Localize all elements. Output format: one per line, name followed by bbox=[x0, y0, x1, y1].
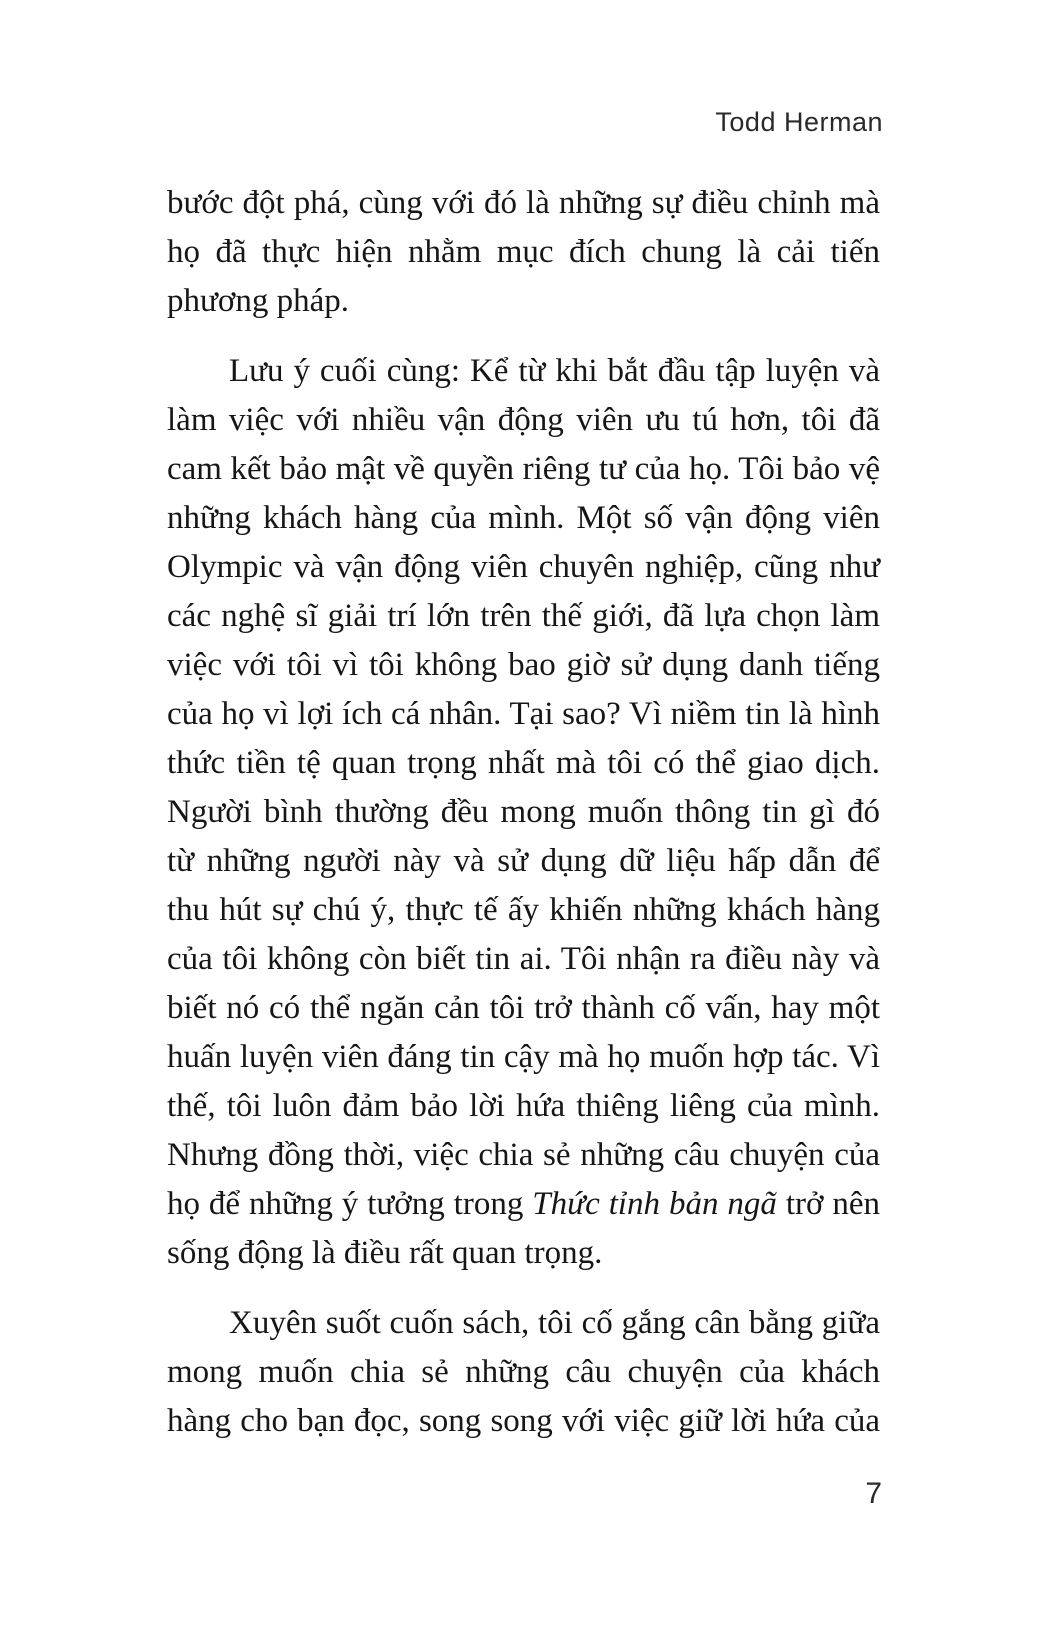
text-segment: trở nên sống động là điều rất quan trọng. bbox=[167, 1186, 880, 1271]
paragraph bbox=[167, 179, 880, 326]
text-segment: Lưu ý cuối cùng: Kể từ khi bắt đầu tập luyện và làm việc với nhiều vận động viên ưu tú hơn, tôi đã cam kết bảo mật về quyền riêng tư của họ. Tôi bảo vệ những khách hàng của mình. Một số vận động viên Olympic và vận động viên chuyên nghiệp, cũng như các nghệ sĩ giải trí lớn trên thế giới, đã lựa chọn làm việc với tôi vì tôi không bao giờ sử dụng danh tiếng của họ vì lợi ích cá nhân. Tại sao? Vì niềm tin là hình thức tiền tệ quan trọng nhất mà tôi có thể giao dịch. Người bình thường đều mong muốn thông tin gì đó từ những người này và sử dụng dữ liệu hấp dẫn để thu hút sự chú ý, thực tế ấy khiến những khách hàng của tôi không còn biết tin ai. Tôi nhận ra điều này và biết nó có thể ngăn cản tôi trở thành cố vấn, hay một huấn luyện viên đáng tin cậy mà họ muốn hợp tác. Vì thế, tôi luôn đảm bảo lời hứa thiêng liêng của mình. Nhưng đồng thời, việc chia sẻ những câu chuyện của họ để những ý tưởng trong bbox=[167, 353, 880, 1222]
page-number: 7 bbox=[865, 1477, 882, 1510]
book-title-italic: Thức tỉnh bản ngã bbox=[532, 1186, 777, 1222]
text-segment: bước đột phá, cùng với đó là những sự điều chỉnh mà họ đã thực hiện nhằm mục đích chung là cải tiến phương pháp. bbox=[167, 185, 880, 319]
body-text bbox=[167, 179, 880, 1446]
text-segment: Xuyên suốt cuốn sách, tôi cố gắng cân bằng giữa mong muốn chia sẻ những câu chuyện của khách hàng cho bạn đọc, song song với việc giữ lời hứa của bbox=[167, 1305, 880, 1439]
paragraph bbox=[167, 347, 880, 1278]
running-header-author: Todd Herman bbox=[715, 107, 883, 137]
paragraph bbox=[167, 1299, 880, 1446]
